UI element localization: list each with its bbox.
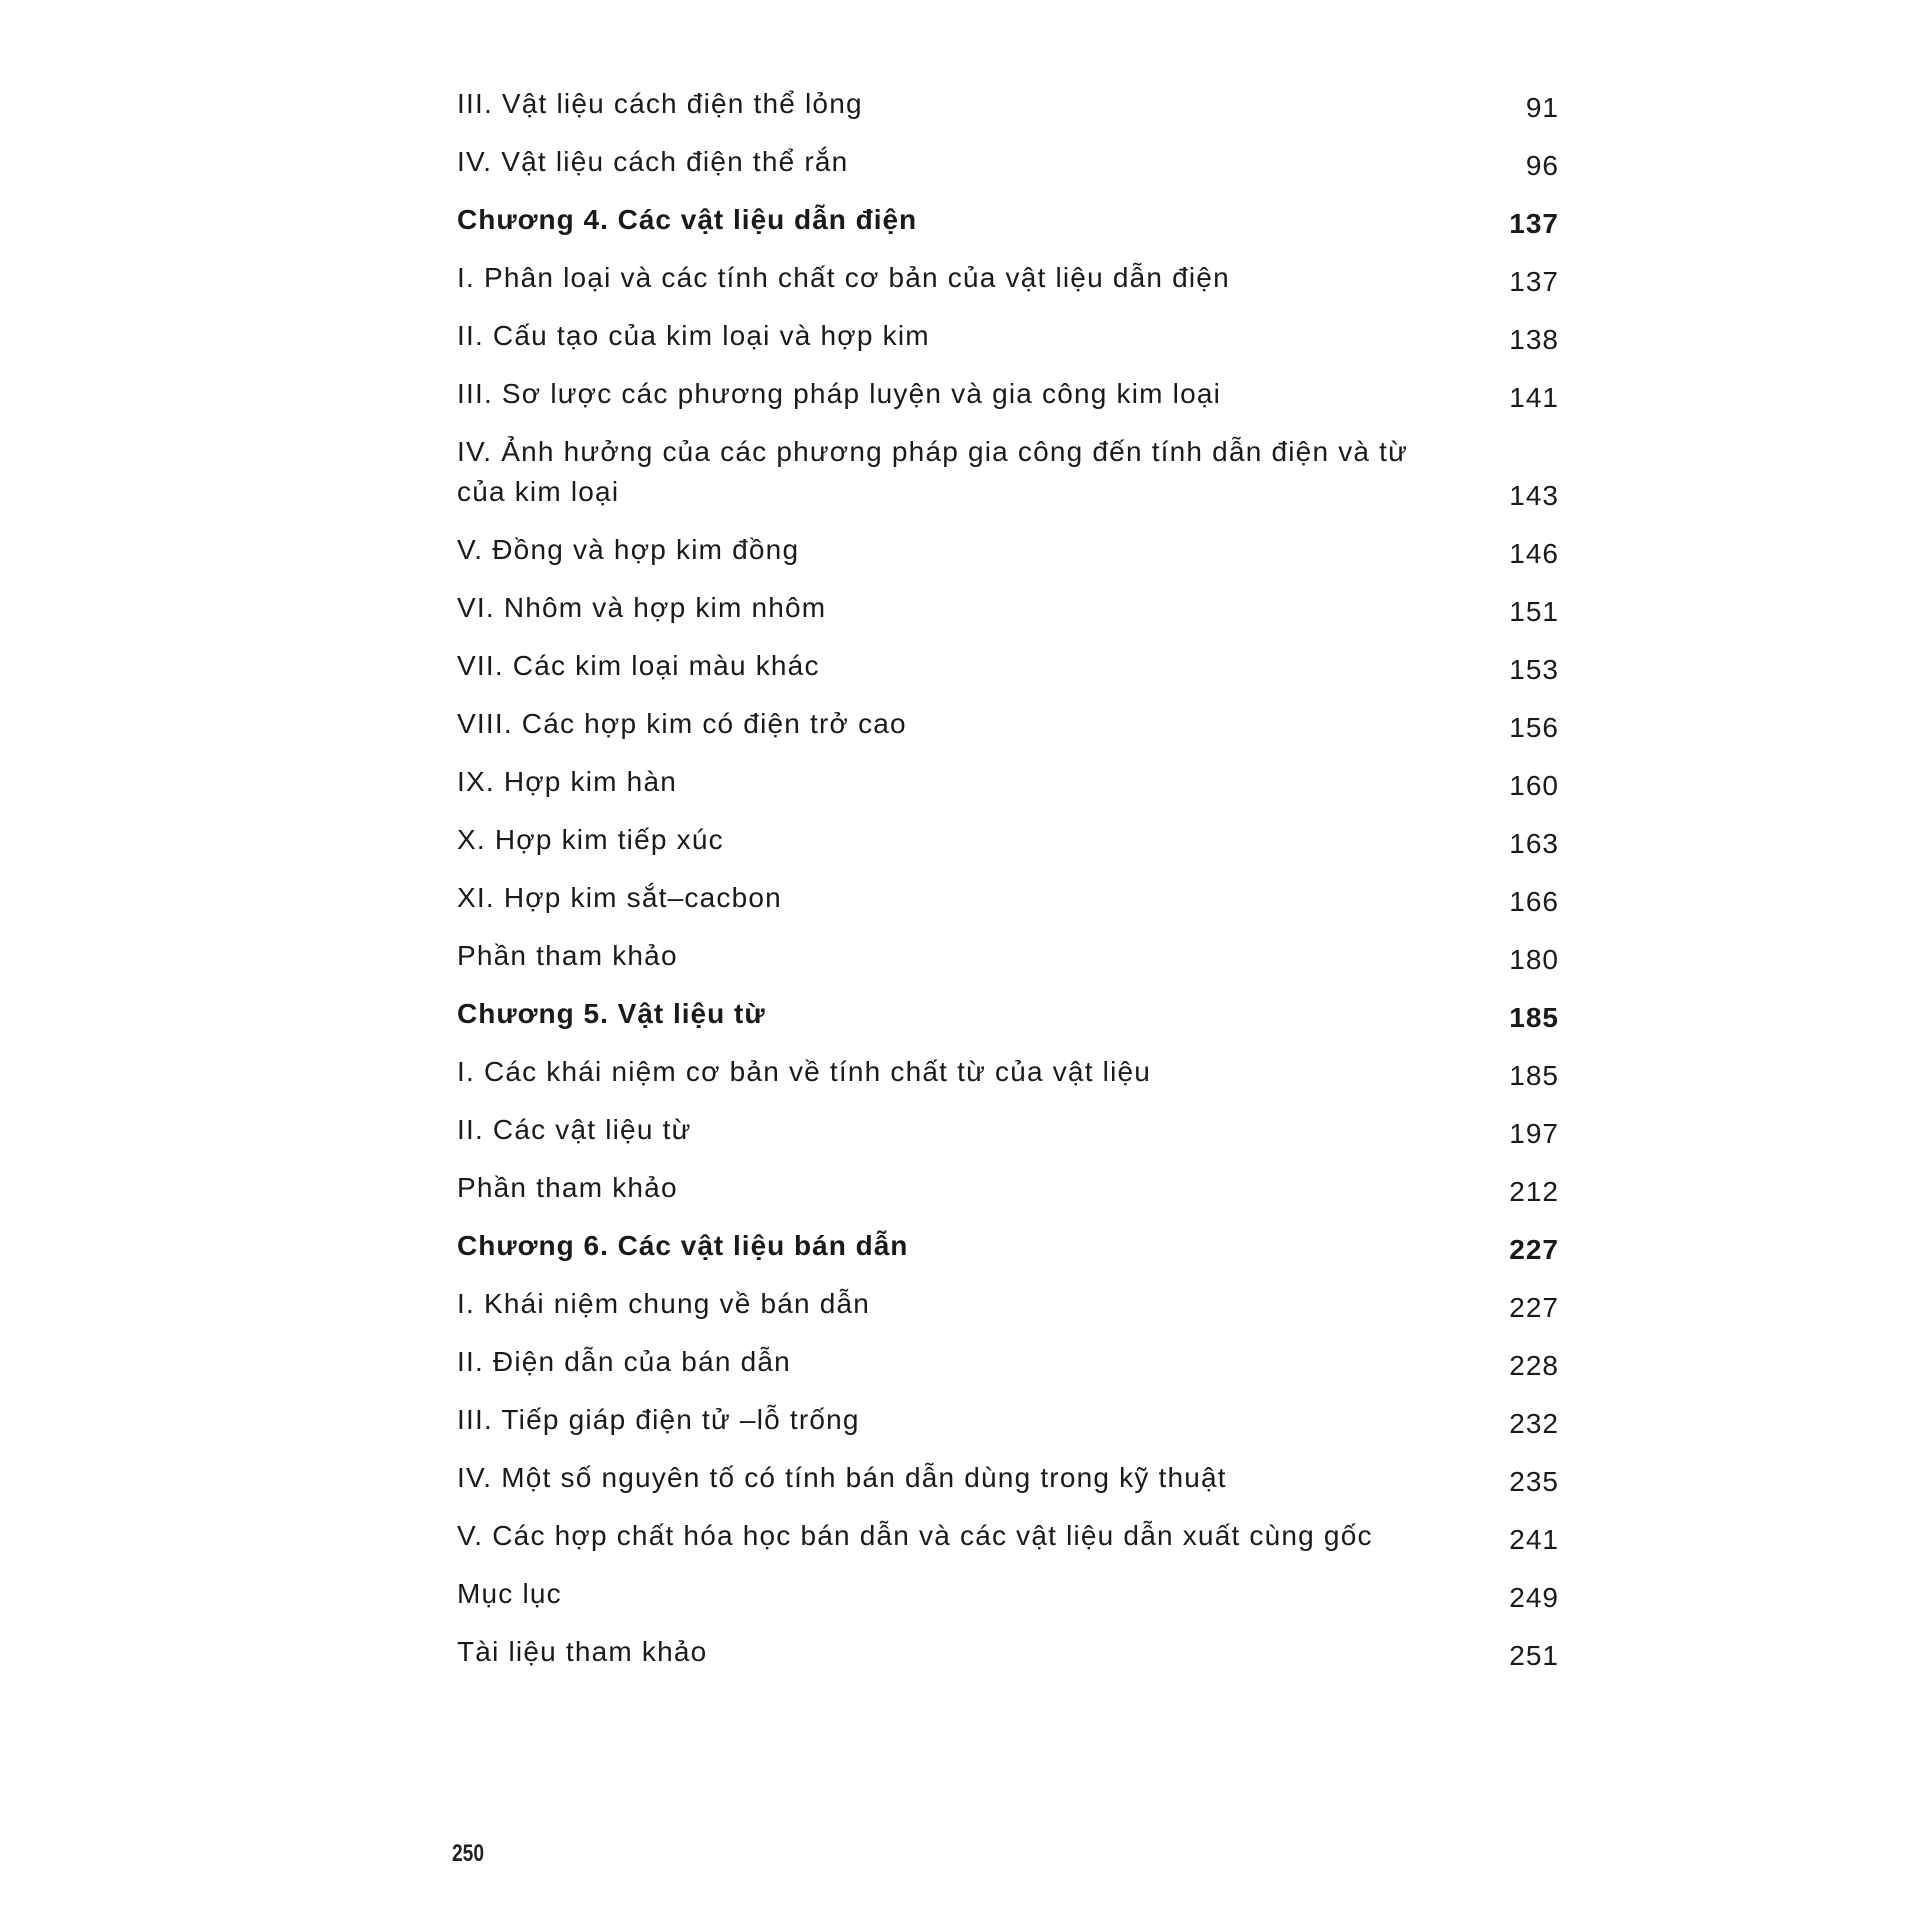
toc-entry: [457, 646, 1567, 686]
toc-entry: [457, 142, 1567, 182]
toc-entry: [457, 530, 1567, 570]
toc-entry: [457, 762, 1567, 802]
toc-entry: [457, 84, 1567, 124]
toc-entry-page: 137: [1509, 266, 1559, 297]
toc-entry: [457, 1168, 1567, 1208]
toc-entry-title: I. Các khái niệm cơ bản về tính chất từ của vật liệu: [457, 1056, 1152, 1087]
toc-entry-page: 251: [1509, 1640, 1559, 1671]
toc-entry: [457, 820, 1567, 860]
toc-entry: [457, 1516, 1567, 1556]
toc-entry-title: IV. Vật liệu cách điện thể rắn: [457, 146, 849, 177]
toc-entry-title: III. Tiếp giáp điện tử –lỗ trống: [457, 1404, 860, 1435]
toc-entry: [457, 936, 1567, 976]
toc-entry: [457, 432, 1567, 512]
toc-entry-page: 228: [1509, 1350, 1559, 1381]
toc-entry-title: V. Đồng và hợp kim đồng: [457, 534, 800, 565]
toc-entry-title: VII. Các kim loại màu khác: [457, 650, 820, 681]
toc-entry-page: 91: [1525, 92, 1559, 123]
toc-entry-page: 160: [1509, 770, 1559, 801]
toc-entry-page: 241: [1509, 1524, 1559, 1555]
toc-entry-page: 185: [1509, 1002, 1559, 1033]
toc-entry: [457, 1052, 1567, 1092]
toc-entry-page: 137: [1509, 208, 1559, 239]
toc-chapter-heading: [457, 200, 1567, 240]
toc-entry: [457, 588, 1567, 628]
toc-entry-title: XI. Hợp kim sắt–cacbon: [457, 882, 782, 913]
toc-entry-title: X. Hợp kim tiếp xúc: [457, 824, 724, 855]
toc-entry-page: 151: [1509, 596, 1559, 627]
toc-entry: [457, 1632, 1567, 1672]
toc-entry-title: Tài liệu tham khảo: [457, 1636, 708, 1667]
toc-chapter-heading: [457, 1226, 1567, 1266]
toc-entry-page: 232: [1509, 1408, 1559, 1439]
toc-entry-page: 235: [1509, 1466, 1559, 1497]
toc-entry-page: 146: [1509, 538, 1559, 569]
page-number-footer: 250: [452, 1840, 485, 1867]
toc-entry-page: 156: [1509, 712, 1559, 743]
toc-entry: [457, 1458, 1567, 1498]
toc-entry-page: 96: [1525, 150, 1559, 181]
toc-entry-page: 163: [1509, 828, 1559, 859]
toc-entry-title: Phần tham khảo: [457, 1172, 678, 1203]
toc-entry-title: Chương 4. Các vật liệu dẫn điện: [457, 204, 918, 235]
toc-entry-title: Phần tham khảo: [457, 940, 678, 971]
toc-entry-title: V. Các hợp chất hóa học bán dẫn và các vật liệu dẫn xuất cùng gốc: [457, 1520, 1373, 1551]
toc-entry-page: 153: [1509, 654, 1559, 685]
toc-entry: [457, 258, 1567, 298]
toc-entry-title: I. Phân loại và các tính chất cơ bản của vật liệu dẫn điện: [457, 262, 1230, 293]
toc-chapter-heading: [457, 994, 1567, 1034]
toc-entry-page: 185: [1509, 1060, 1559, 1091]
toc-entry-title: II. Cấu tạo của kim loại và hợp kim: [457, 320, 930, 351]
toc-entry-title: IV. Một số nguyên tố có tính bán dẫn dùng trong kỹ thuật: [457, 1462, 1227, 1493]
toc-entry: [457, 704, 1567, 744]
toc-entry-page: 249: [1509, 1582, 1559, 1613]
toc-entry-title: Chương 6. Các vật liệu bán dẫn: [457, 1230, 909, 1261]
toc-entry: [457, 1284, 1567, 1324]
toc-entry: [457, 1574, 1567, 1614]
toc-entry-title: VIII. Các hợp kim có điện trở cao: [457, 708, 907, 739]
toc-entry-page: 138: [1509, 324, 1559, 355]
toc-entry-title: II. Điện dẫn của bán dẫn: [457, 1346, 791, 1377]
toc-entry-title: Mục lục: [457, 1578, 562, 1609]
toc-entry-title: II. Các vật liệu từ: [457, 1114, 692, 1145]
toc-entry-page: 212: [1509, 1176, 1559, 1207]
table-of-contents: [457, 84, 1567, 1690]
toc-entry: [457, 374, 1567, 414]
toc-entry: [457, 878, 1567, 918]
toc-entry-page: 227: [1509, 1292, 1559, 1323]
toc-entry-title: III. Sơ lược các phương pháp luyện và gia công kim loại: [457, 378, 1222, 409]
toc-entry-page: 166: [1509, 886, 1559, 917]
toc-entry-title: VI. Nhôm và hợp kim nhôm: [457, 592, 827, 623]
toc-entry-title: III. Vật liệu cách điện thể lỏng: [457, 88, 863, 119]
toc-entry-page: 141: [1509, 382, 1559, 413]
toc-entry: [457, 1342, 1567, 1382]
toc-entry: [457, 1400, 1567, 1440]
toc-entry-page: 227: [1509, 1234, 1559, 1265]
toc-entry-title: I. Khái niệm chung về bán dẫn: [457, 1288, 871, 1319]
toc-entry: [457, 1110, 1567, 1150]
toc-entry-title: Chương 5. Vật liệu từ: [457, 998, 766, 1029]
toc-entry-page: 143: [1509, 480, 1559, 511]
toc-entry-title: IV. Ảnh hưởng của các phương pháp gia công đến tính dẫn điện và từ của kim loại: [457, 436, 1409, 507]
toc-entry-page: 180: [1509, 944, 1559, 975]
toc-entry-page: 197: [1509, 1118, 1559, 1149]
toc-entry-title: IX. Hợp kim hàn: [457, 766, 677, 797]
toc-entry: [457, 316, 1567, 356]
